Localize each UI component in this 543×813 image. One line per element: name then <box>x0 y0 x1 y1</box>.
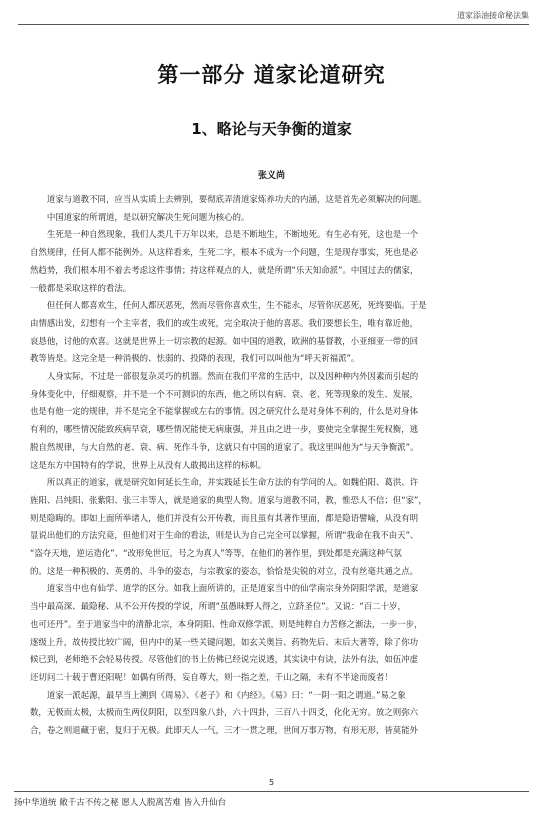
text-line: 这是东方中国特有的学说，世界上从没有人敢揭出这样的标帜。 <box>30 459 267 470</box>
footer-motto: 扬中华道统 敞千古不传之秘 愿人人脱离苦难 皆入升仙台 <box>14 798 227 808</box>
text-line: 自然规律，任何人都不能例外。从这样看来，生死二字，根本不成为一个问题，生是现存事实，死也是必 <box>30 247 419 258</box>
part-title: 第一部分 道家论道研究 <box>157 63 386 87</box>
running-header: 道家添油接命秘法集 <box>457 11 529 20</box>
text-line: 候已到，老师绝不会轻易传授。尽管他们的书上仿佛已经说完说透，其实诀中有诀，法外有法，如伍冲虚 <box>30 654 419 665</box>
text-line: 教等皆是。这完全是一种消极的、怯弱的、投降的表现，我们可以叫他为“呼天祈福派”。 <box>30 353 360 364</box>
body-text <box>30 191 519 740</box>
section-title: 1、略论与天争衡的道家 <box>191 120 352 138</box>
text-line: 显说出他们的方法究竟，但他们对于生命的看法，则是认为自己完全可以掌握，所谓“我命在我不由天”、 <box>30 530 419 541</box>
text-line: 也是有他一定的规律，并不是完全不能掌握或左右的事情。因之研究什么是对身体不利的，什么是对身体 <box>30 406 419 417</box>
text-line: 中国道家的所谓道，是以研究解决生死问题为核心的。 <box>46 211 250 222</box>
text-line: 但任何人都喜欢生，任何人都厌恶死，然而尽管你喜欢生，生不能永，尽管你厌恶死，死终要临。于是 <box>46 300 427 311</box>
text-line: 当中最高深、最隐秘、从不公开传授的学说，所谓“虽愚昧野人得之，立跻圣位”。又说：“百二十岁， <box>30 601 406 612</box>
text-line: 的。这是一种积极的、英勇的、斗争的姿态，与宗教家的姿态，恰恰是尖锐的对立，没有丝毫共通之点。 <box>30 565 419 576</box>
header-rule <box>18 24 529 25</box>
text-line: 则是隐晦的。即如上面所举诸人，他们并没有公开传教，而且虽有其著作里面，都是隐语譬喻，从没有明 <box>30 512 419 523</box>
text-line: 道家与道教不同，应当从实质上去辨别，要彻底弄清道家炼养功夫的内涵，这是首先必须解决的问题。 <box>46 194 427 204</box>
text-line: 由情感出发，幻想有一个主宰者，我们的或生或死，完全取决于他的喜恶。我们要想长生，唯有靠近他， <box>30 317 419 328</box>
text-line: 也可还丹”。至于道家当中的清静北宗，本身阴阳、性命双修学派，则是纯粹自力苦修之渐法，一步一步， <box>30 618 423 629</box>
text-line: 合，卷之则退藏于密，复归于无极。此即天人一气，三才一贯之理，世间万事万物，有形无形，皆莫能外 <box>30 725 419 736</box>
text-line: 脱自然规律，与大自然的老、衰、病、死作斗争，这就只有中国的道家了。我这里叫他为“与天争衡派”。 <box>30 441 419 452</box>
footer-rule <box>14 791 529 792</box>
text-line: 然趋势，我们根本用不着去考虑这件事情；持这样观点的人，就是所谓“乐天知命派”。中国过去的儒家， <box>30 264 419 275</box>
text-line: 所以真正的道家，就是研究如何延长生命，并实践延长生命方法的有学问的人。如魏伯阳、葛洪、许 <box>46 477 419 488</box>
text-line: 旌阳、吕纯阳、张紫阳、张三丰等人，就是道家的典型人物。道家与道教不同，教，惟恐人不信；但“家”， <box>30 494 427 505</box>
text-line: “盗夺天地，逆运造化”、“改形免世厄，号之为真人”等等，在他们的著作里，到处都是充满这种气氛 <box>30 548 402 559</box>
text-line: 道家当中也有仙学、道学的区分。如我上面所讲的，正是道家当中的仙学南宗身外阴阳学派，是道家 <box>46 583 419 594</box>
text-line: 人身实际，不过是一部很复杂灵巧的机器。然而在我们平常的生活中，以及因种种内外因素而引起的 <box>46 371 419 382</box>
text-line: 还切问二十载于曹还阳呢！如偶有所得，妄自尊大，则一指之差，千山之隔，未有不半途而废者！ <box>30 671 393 682</box>
page-number: 5 <box>268 778 275 787</box>
text-line: 生死是一种自然现象，我们人类几千万年以来，总是不断地生，不断地死。有生必有死，这也是一个 <box>46 229 419 240</box>
author-name: 张义尚 <box>257 171 285 181</box>
text-line: 身体变化中，仔细观察，并不是一个不可测识的东西，他之所以有病、衰、老、死等现象的发生、发展， <box>30 388 419 399</box>
text-line: 逐级上升，故传授比较广阔，但内中的某一些关键问题，如玄关奥旨、药物先后、末后大著等，除了你功 <box>30 636 419 647</box>
text-line: 哀恳他，讨他的欢喜。这就是世界上一切宗教的起源。如中国的道教，欧洲的基督教，小亚细亚一带的回 <box>30 335 419 346</box>
text-line: 道家一派起源，最早当上溯到《周易》、《老子》和《内经》。《易》曰：“一阴一阳之谓道。”易之象 <box>46 689 406 700</box>
text-line: 数，无极而太极，太极而生两仪阴阳，以至四象八卦，六十四卦，三百八十四爻，化化无穷。放之则弥六 <box>30 707 419 718</box>
text-line: 一般都是采取这样的看法。 <box>30 282 132 293</box>
text-line: 有利的，哪些情况能致疾病早衰，哪些情况能使无病康强，并且由之进一步，要使完全掌握生死权衡，逃 <box>30 424 419 435</box>
